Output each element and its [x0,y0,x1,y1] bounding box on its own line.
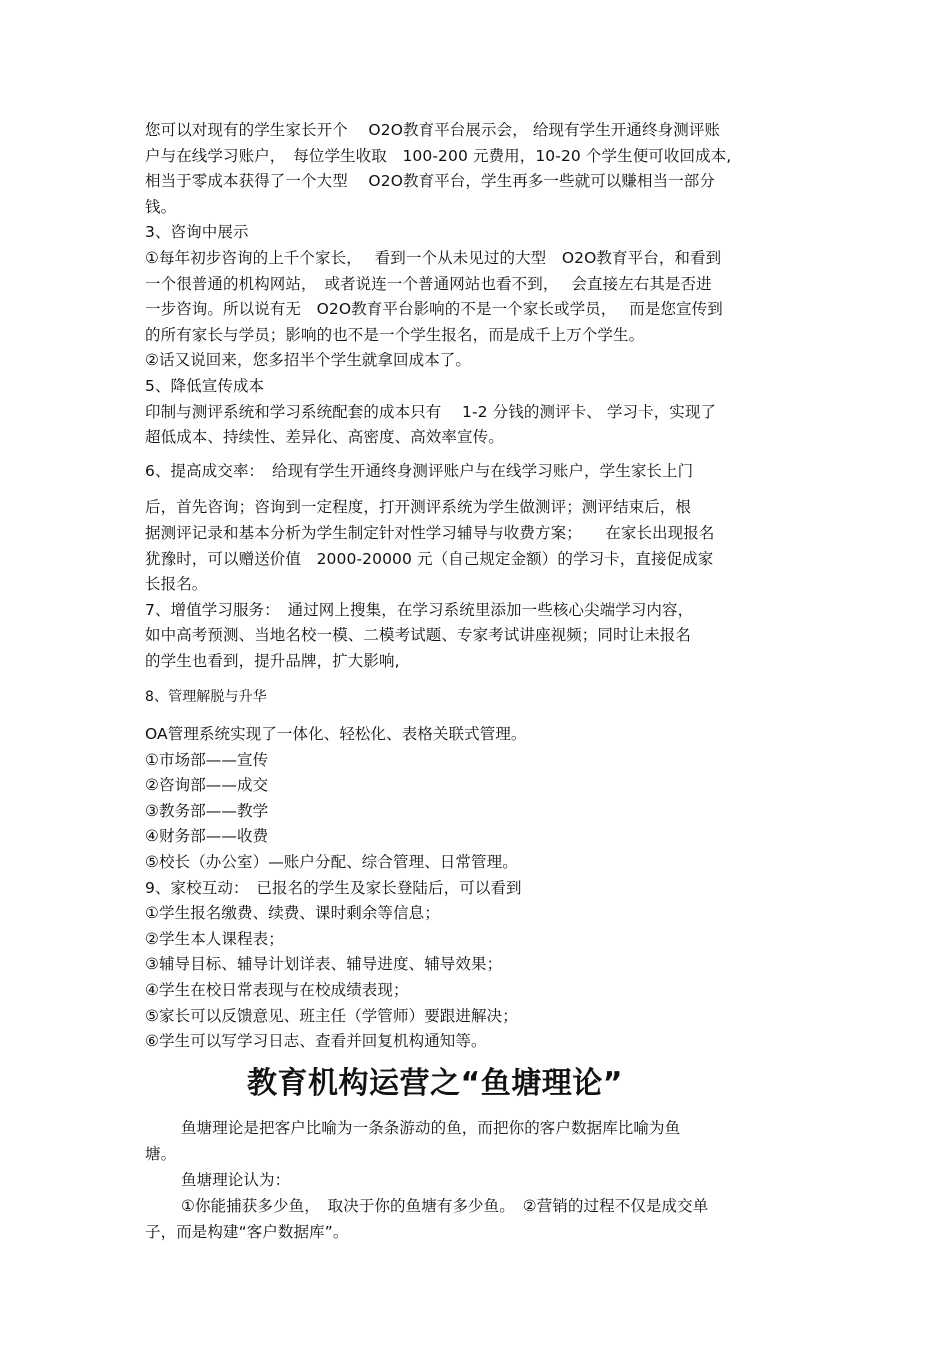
section-heading-6: 6、提高成交率： 给现有学生开通终身测评账户与在线学习账户，学生家长上门 [145,461,694,480]
text-line: 您可以对现有的学生家长开个 O2O教育平台展示会， 给现有学生开通终身测评账 [145,121,721,139]
article-title: 教育机构运营之“鱼塘理论” [247,1065,623,1101]
section-heading-5: 5、降低宣传成本 [145,376,265,395]
text-line: OA管理系统实现了一体化、轻松化、表格关联式管理。 [145,725,527,744]
text-line: 子，而是构建“客户数据库”。 [145,1222,349,1241]
list-item: ⑥学生可以写学习日志、查看并回复机构通知等。 [145,1032,487,1051]
text-line: 相当于零成本获得了一个大型 O2O教育平台，学生再多一些就可以赚相当一部分 [145,172,715,191]
text-line: ①每年初步咨询的上千个家长， 看到一个从未见过的大型 O2O教育平台，和看到 [145,248,722,267]
text-line: 后，首先咨询；咨询到一定程度，打开测评系统为学生做测评；测评结束后，根 [145,498,692,517]
list-item: ⑤校长（办公室）—账户分配、综合管理、日常管理。 [145,853,518,872]
text-line: 钱。 [145,197,177,216]
section-heading-9: 9、家校互动： 已报名的学生及家长登陆后，可以看到 [145,878,522,897]
document-body [145,118,810,1245]
text-line: ②话又说回来，您多招半个学生就拿回成本了。 [145,351,471,370]
text-line: 一个很普通的机构网站， 或者说连一个普通网站也看不到， 会直接左右其是否进 [145,274,712,293]
section-fish-pond [145,1115,810,1245]
spacer [145,711,810,722]
list-item: ①市场部——宣传 [145,750,269,769]
section-heading-8: 8、管理解脱与升华 [145,689,267,706]
spacer [145,451,810,459]
text-line: 鱼塘理论是把客户比喻为一条条游动的鱼，而把你的客户数据库比喻为鱼 [181,1118,681,1137]
section-top [145,118,810,451]
text-line: 塘。 [145,1144,177,1163]
section-6-7 [145,495,810,674]
text-line: 印制与测评系统和学习系统配套的成本只有 1-2 分钱的测评卡、 学习卡，实现了 [145,402,717,421]
list-item: ③辅导目标、辅导计划详表、辅导进度、辅导效果； [145,955,503,974]
text-line: 一步咨询。所以说有无 O2O教育平台影响的不是一个家长或学员， 而是您宣传到 [145,300,723,319]
list-item: ⑤家长可以反馈意见、班主任（学管师）要跟进解决； [145,1006,518,1025]
text-line: 如中高考预测、当地名校一模、二模考试题、专家考试讲座视频；同时让未报名 [145,626,692,645]
text-line: 长报名。 [145,575,208,594]
list-item: ④财务部——收费 [145,827,269,846]
text-line: ①你能捕获多少鱼， 取决于你的鱼塘有多少鱼。 ②营销的过程不仅是成交单 [181,1196,709,1215]
section-oa [145,722,810,1055]
text-line: 的学生也看到，提升品牌，扩大影响, [145,651,400,670]
spacer [145,484,810,495]
section-heading-3: 3、咨询中展示 [145,223,249,242]
list-item: ④学生在校日常表现与在校成绩表现； [145,981,409,999]
spacer [145,674,810,685]
text-line: 的所有家长与学员；影响的也不是一个学生报名，而是成千上万个学生。 [145,325,645,344]
text-line: 据测评记录和基本分析为学生制定针对性学习辅导与收费方案； 在家长出现报名 [145,523,715,542]
list-item: ③教务部——教学 [145,801,269,820]
list-item: ②咨询部——成交 [145,776,269,795]
section-heading-7: 7、增值学习服务： 通过网上搜集，在学习系统里添加一些核心尖端学习内容， [145,600,694,619]
text-line: 超低成本、持续性、差异化、高密度、高效率宣传。 [145,428,504,447]
text-line: 鱼塘理论认为： [181,1170,291,1189]
text-line: 犹豫时，可以赠送价值 2000-20000 元（自己规定金额）的学习卡，直接促成家 [145,549,714,568]
list-item: ②学生本人课程表； [145,929,284,948]
text-line: 户与在线学习账户， 每位学生收取 100-200 元费用，10-20 个学生便可收回成本, [145,146,732,165]
list-item: ①学生报名缴费、续费、课时剩余等信息； [145,904,440,923]
